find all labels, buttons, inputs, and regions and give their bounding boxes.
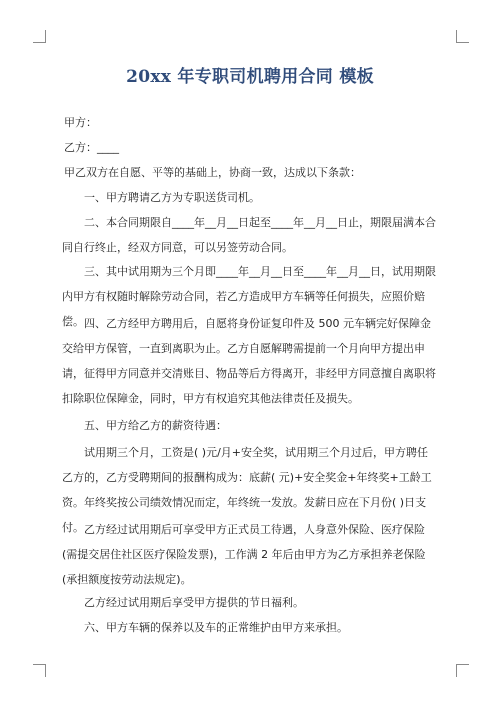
- salary-paragraph: 试用期三个月，工资是( )元/月+安全奖，试用期三个月过后，甲方聘任乙方的，乙方受聘期间的报酬构成为：底薪( 元)+安全奖金+年终奖+工龄工资。年终奖按公司绩效情况而定，年终统一发放。发薪日应在下月份( )日支付。: [62, 446, 432, 534]
- page-corner-mark-bottom-right: [456, 664, 469, 677]
- intro-paragraph: 甲乙双方在自愿、平等的基础上，协商一致，达成以下条款：: [64, 166, 361, 179]
- clause-2: 二、本合同期限自____年__月__日起至____年__月__日止，期限届满本合同自行终止，经双方同意，可以另签劳动合同。: [62, 216, 436, 254]
- page-corner-mark-bottom-left: [33, 664, 46, 677]
- clause-1: 一、甲方聘请乙方为专职送货司机。: [84, 191, 260, 204]
- clause-5: 五、甲方给乙方的薪资待遇：: [84, 419, 227, 432]
- party-a-line: 甲方：: [64, 116, 97, 129]
- clause-6: 六、甲方车辆的保养以及车的正常维护由甲方来承担。: [84, 621, 348, 634]
- clause-3: 三、其中试用期为三个月即____年__月__日至____年__月__日，试用期限内甲方有权随时解除劳动合同，若乙方造成甲方车辆等任何损失，应照价赔偿。: [62, 265, 436, 328]
- benefits-paragraph: 乙方经过试用期后可享受甲方正式员工待遇，人身意外保险、医疗保险(需提交居住社区医疗保险发票)，工作满 2 年后由甲方为乙方承担养老保险(承担额度按劳动法规定)。: [62, 523, 426, 586]
- clause-4: 四、乙方经甲方聘用后，自愿将身份证复印件及 500 元车辆完好保障金交给甲方保管，一直到离职为止。乙方自愿解聘需提前一个月向甲方提出申请，征得甲方同意并交清账目、物品等后方得离开，非经甲方同意擅自离职将扣除职位保障金，同时，甲方有权追究其他法律责任及损失。: [62, 317, 436, 405]
- page-corner-mark-top-right: [456, 30, 469, 43]
- holiday-welfare-paragraph: 乙方经过试用期后享受甲方提供的节日福利。: [84, 596, 304, 609]
- document-title: 20xx 年专职司机聘用合同 模板: [126, 67, 374, 87]
- party-b-line: 乙方：____: [64, 141, 119, 154]
- page-corner-mark-top-left: [33, 30, 46, 43]
